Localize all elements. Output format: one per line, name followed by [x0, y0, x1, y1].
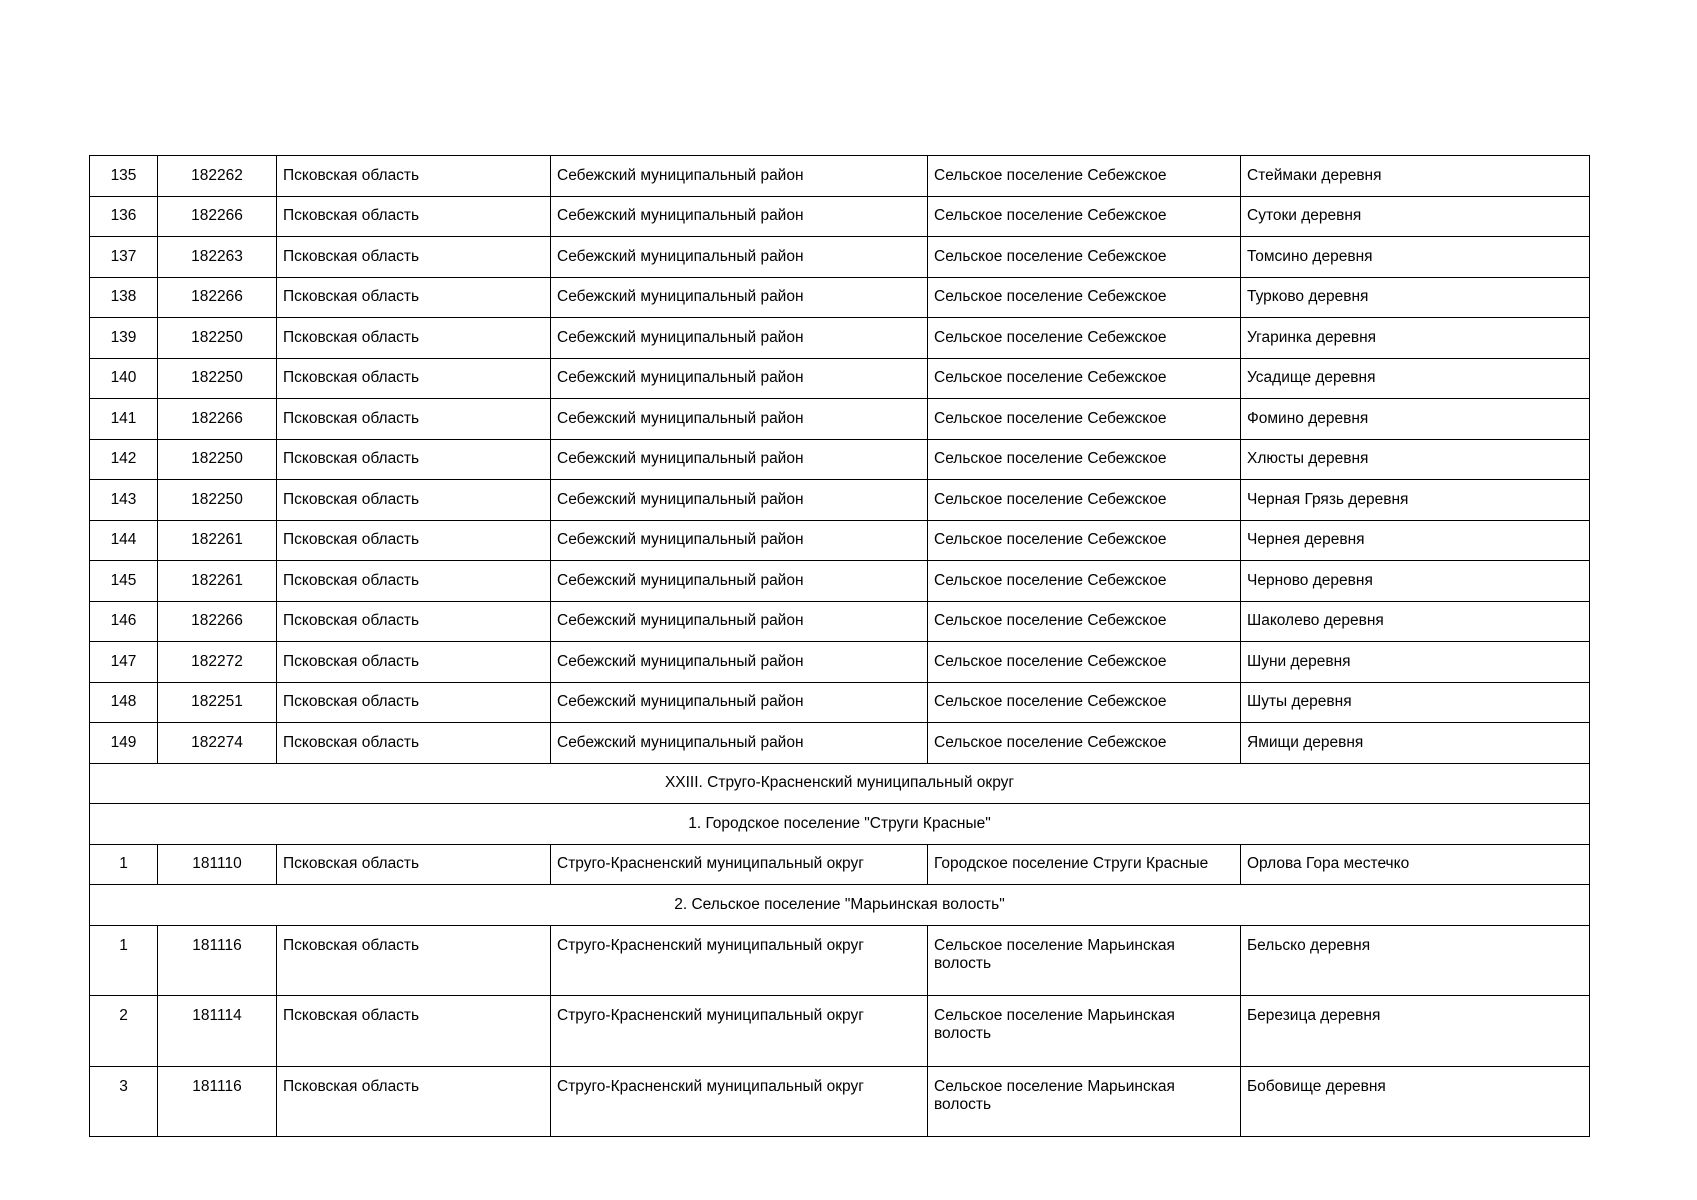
district-cell: Себежский муниципальный район — [551, 399, 928, 440]
district-cell: Себежский муниципальный район — [551, 642, 928, 683]
section-heading-row — [90, 763, 1590, 804]
table-row — [90, 358, 1590, 399]
district-cell: Себежский муниципальный район — [551, 561, 928, 602]
district-cell: Себежский муниципальный район — [551, 318, 928, 359]
locality-cell: Сутоки деревня — [1241, 196, 1590, 237]
locality-cell: Чернея деревня — [1241, 520, 1590, 561]
locality-cell: Орлова Гора местечко — [1241, 844, 1590, 885]
region-cell: Псковская область — [277, 925, 551, 996]
locality-cell: Усадище деревня — [1241, 358, 1590, 399]
region-cell: Псковская область — [277, 561, 551, 602]
locality-cell: Ямищи деревня — [1241, 723, 1590, 764]
postal-code-cell: 182251 — [158, 682, 277, 723]
locality-cell: Шуты деревня — [1241, 682, 1590, 723]
settlement-cell: Сельское поселение Себежское — [928, 277, 1241, 318]
locality-cell: Томсино деревня — [1241, 237, 1590, 278]
row-number-cell: 140 — [90, 358, 158, 399]
table-row — [90, 601, 1590, 642]
settlement-cell: Сельское поселение Себежское — [928, 723, 1241, 764]
region-cell: Псковская область — [277, 196, 551, 237]
locality-cell: Угаринка деревня — [1241, 318, 1590, 359]
region-cell: Псковская область — [277, 237, 551, 278]
row-number-cell: 3 — [90, 1066, 158, 1137]
postal-code-cell: 182250 — [158, 318, 277, 359]
row-number-cell: 142 — [90, 439, 158, 480]
section-heading: XXIII. Струго-Красненский муниципальный округ — [90, 763, 1590, 804]
row-number-cell: 147 — [90, 642, 158, 683]
row-number-cell: 135 — [90, 156, 158, 197]
row-number-cell: 139 — [90, 318, 158, 359]
row-number-cell: 143 — [90, 480, 158, 521]
region-cell: Псковская область — [277, 996, 551, 1067]
postal-code-cell: 181114 — [158, 996, 277, 1067]
locality-cell: Черная Грязь деревня — [1241, 480, 1590, 521]
row-number-cell: 1 — [90, 844, 158, 885]
table-row — [90, 318, 1590, 359]
row-number-cell: 141 — [90, 399, 158, 440]
region-cell: Псковская область — [277, 642, 551, 683]
table-row — [90, 844, 1590, 885]
district-cell: Себежский муниципальный район — [551, 480, 928, 521]
district-cell: Себежский муниципальный район — [551, 358, 928, 399]
table-row — [90, 399, 1590, 440]
table-row — [90, 723, 1590, 764]
district-cell: Струго-Красненский муниципальный округ — [551, 925, 928, 996]
locality-cell: Березица деревня — [1241, 996, 1590, 1067]
postal-code-cell: 182266 — [158, 399, 277, 440]
region-cell: Псковская область — [277, 682, 551, 723]
region-cell: Псковская область — [277, 1066, 551, 1137]
row-number-cell: 136 — [90, 196, 158, 237]
district-cell: Себежский муниципальный район — [551, 520, 928, 561]
table-row — [90, 439, 1590, 480]
settlement-cell: Сельское поселение Себежское — [928, 601, 1241, 642]
settlement-cell: Сельское поселение Себежское — [928, 156, 1241, 197]
settlement-cell: Сельское поселение Себежское — [928, 682, 1241, 723]
settlement-cell: Сельское поселение Себежское — [928, 480, 1241, 521]
locality-cell: Хлюсты деревня — [1241, 439, 1590, 480]
settlement-cell: Сельское поселение Марьинская волость — [928, 996, 1241, 1067]
region-cell: Псковская область — [277, 844, 551, 885]
postal-code-cell: 182250 — [158, 358, 277, 399]
settlement-cell: Сельское поселение Марьинская волость — [928, 1066, 1241, 1137]
settlement-cell: Сельское поселение Себежское — [928, 561, 1241, 602]
table-row — [90, 925, 1590, 996]
table-row — [90, 1066, 1590, 1137]
locality-cell: Бобовище деревня — [1241, 1066, 1590, 1137]
table-row — [90, 480, 1590, 521]
table-row — [90, 520, 1590, 561]
postal-code-cell: 182263 — [158, 237, 277, 278]
settlement-cell: Сельское поселение Себежское — [928, 642, 1241, 683]
district-cell: Себежский муниципальный район — [551, 237, 928, 278]
table-row — [90, 561, 1590, 602]
region-cell: Псковская область — [277, 439, 551, 480]
row-number-cell: 1 — [90, 925, 158, 996]
region-cell: Псковская область — [277, 358, 551, 399]
table-body — [90, 156, 1590, 1137]
row-number-cell: 2 — [90, 996, 158, 1067]
subsection-heading: 2. Сельское поселение "Марьинская волость" — [90, 885, 1590, 926]
district-cell: Себежский муниципальный район — [551, 682, 928, 723]
subsection-heading: 1. Городское поселение "Струги Красные" — [90, 804, 1590, 845]
postal-code-cell: 182250 — [158, 439, 277, 480]
postal-code-cell: 182272 — [158, 642, 277, 683]
table-row — [90, 156, 1590, 197]
row-number-cell: 138 — [90, 277, 158, 318]
postal-code-cell: 182250 — [158, 480, 277, 521]
postal-code-cell: 182266 — [158, 601, 277, 642]
region-cell: Псковская область — [277, 601, 551, 642]
postal-code-cell: 182261 — [158, 520, 277, 561]
table-row — [90, 277, 1590, 318]
locality-cell: Турково деревня — [1241, 277, 1590, 318]
settlement-cell: Сельское поселение Себежское — [928, 196, 1241, 237]
subsection-heading-row — [90, 804, 1590, 845]
region-cell: Псковская область — [277, 277, 551, 318]
table-row — [90, 996, 1590, 1067]
region-cell: Псковская область — [277, 520, 551, 561]
row-number-cell: 146 — [90, 601, 158, 642]
locality-cell: Бельско деревня — [1241, 925, 1590, 996]
district-cell: Себежский муниципальный район — [551, 156, 928, 197]
region-cell: Псковская область — [277, 723, 551, 764]
settlement-cell: Сельское поселение Себежское — [928, 358, 1241, 399]
district-cell: Струго-Красненский муниципальный округ — [551, 844, 928, 885]
table-row — [90, 682, 1590, 723]
district-cell: Себежский муниципальный район — [551, 601, 928, 642]
district-cell: Себежский муниципальный район — [551, 439, 928, 480]
table-row — [90, 196, 1590, 237]
postal-code-cell: 182266 — [158, 277, 277, 318]
locality-cell: Шуни деревня — [1241, 642, 1590, 683]
row-number-cell: 144 — [90, 520, 158, 561]
postal-code-cell: 181116 — [158, 1066, 277, 1137]
region-cell: Псковская область — [277, 480, 551, 521]
postal-code-cell: 181110 — [158, 844, 277, 885]
subsection-heading-row — [90, 885, 1590, 926]
row-number-cell: 137 — [90, 237, 158, 278]
locality-cell: Шаколево деревня — [1241, 601, 1590, 642]
locality-cell: Фомино деревня — [1241, 399, 1590, 440]
postal-code-cell: 181116 — [158, 925, 277, 996]
table-row — [90, 237, 1590, 278]
settlement-cell: Сельское поселение Марьинская волость — [928, 925, 1241, 996]
locality-cell: Черново деревня — [1241, 561, 1590, 602]
postal-code-cell: 182262 — [158, 156, 277, 197]
settlement-cell: Сельское поселение Себежское — [928, 318, 1241, 359]
row-number-cell: 145 — [90, 561, 158, 602]
postal-code-cell: 182274 — [158, 723, 277, 764]
table-row — [90, 642, 1590, 683]
settlement-cell: Городское поселение Струги Красные — [928, 844, 1241, 885]
district-cell: Себежский муниципальный район — [551, 723, 928, 764]
region-cell: Псковская область — [277, 399, 551, 440]
row-number-cell: 149 — [90, 723, 158, 764]
district-cell: Струго-Красненский муниципальный округ — [551, 1066, 928, 1137]
district-cell: Струго-Красненский муниципальный округ — [551, 996, 928, 1067]
district-cell: Себежский муниципальный район — [551, 196, 928, 237]
postal-code-cell: 182266 — [158, 196, 277, 237]
settlement-cell: Сельское поселение Себежское — [928, 520, 1241, 561]
settlement-cell: Сельское поселение Себежское — [928, 399, 1241, 440]
locality-cell: Стеймаки деревня — [1241, 156, 1590, 197]
settlement-cell: Сельское поселение Себежское — [928, 439, 1241, 480]
settlements-table — [89, 155, 1590, 1137]
settlement-cell: Сельское поселение Себежское — [928, 237, 1241, 278]
row-number-cell: 148 — [90, 682, 158, 723]
district-cell: Себежский муниципальный район — [551, 277, 928, 318]
postal-code-cell: 182261 — [158, 561, 277, 602]
region-cell: Псковская область — [277, 156, 551, 197]
region-cell: Псковская область — [277, 318, 551, 359]
